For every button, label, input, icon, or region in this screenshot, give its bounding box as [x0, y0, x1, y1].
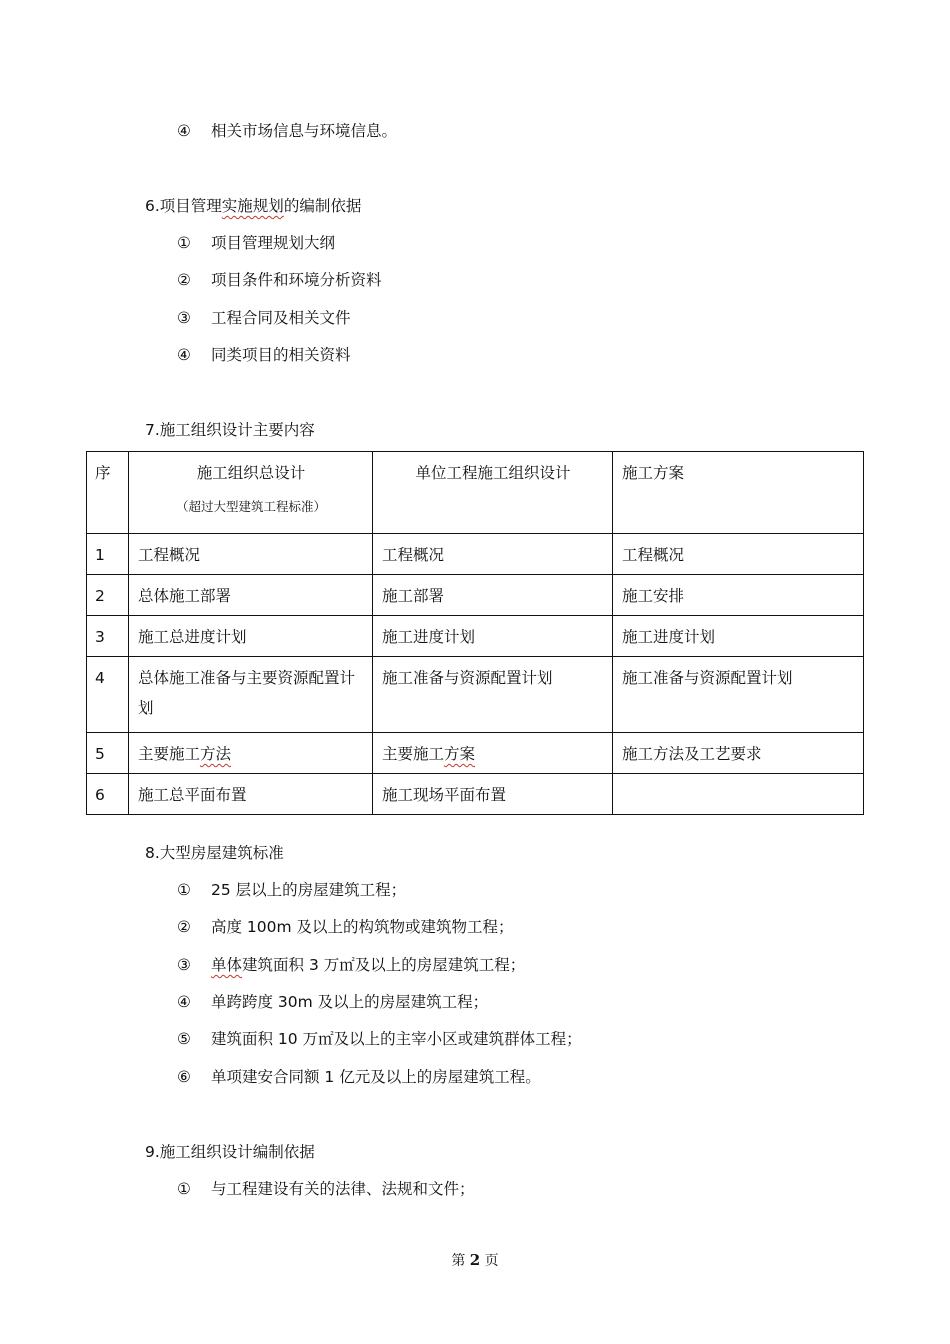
- item-number: ①: [177, 234, 191, 252]
- item-number: ⑥: [177, 1068, 191, 1086]
- item-number: ④: [177, 346, 191, 364]
- table-cell: 工程概况: [129, 534, 373, 575]
- list-item: [177, 120, 397, 142]
- table-cell: 6: [87, 774, 129, 815]
- list-item: [177, 1028, 582, 1050]
- table-cell: 施工现场平面布置: [373, 774, 613, 815]
- item-text: 相关市场信息与环境信息。: [211, 122, 398, 140]
- item-text: 单跨跨度 30m 及以上的房屋建筑工程；: [211, 993, 489, 1011]
- item-number: ③: [177, 956, 191, 974]
- item-text: 项目管理规划大纲: [211, 234, 336, 252]
- cell-text: 主要施工: [138, 745, 201, 763]
- table-header-row: [87, 452, 864, 534]
- list-item: [177, 916, 514, 938]
- header-cell-text: 施工组织总设计: [196, 464, 306, 482]
- header-cell: 施工方案: [613, 452, 864, 534]
- item-number: ④: [177, 993, 191, 1011]
- section-9-heading: 9.施工组织设计编制依据: [145, 1143, 315, 1161]
- item-text: 工程合同及相关文件: [211, 309, 351, 327]
- table-cell: 工程概况: [373, 534, 613, 575]
- page-footer: [0, 1250, 950, 1270]
- table-cell: [613, 774, 864, 815]
- table-cell: 施工准备与资源配置计划: [373, 657, 613, 733]
- table-cell: 5: [87, 733, 129, 774]
- item-text: 高度 100m 及以上的构筑物或建筑物工程；: [211, 918, 514, 936]
- item-text: 25 层以上的房屋建筑工程；: [211, 881, 407, 899]
- table-row: [87, 534, 864, 575]
- item-text: 与工程建设有关的法律、法规和文件；: [211, 1180, 475, 1198]
- table-cell: 4: [87, 657, 129, 733]
- list-item: [177, 1066, 541, 1088]
- footer-prefix: 第: [451, 1253, 466, 1269]
- list-item: [177, 1178, 475, 1200]
- list-item: [177, 991, 488, 1013]
- list-item: [177, 307, 351, 329]
- item-text: 建筑面积 10 万㎡及以上的主宰小区或建筑群体工程；: [211, 1030, 582, 1048]
- item-number: ①: [177, 881, 191, 899]
- table-cell: 总体施工部署: [129, 575, 373, 616]
- table-cell: 施工方法及工艺要求: [613, 733, 864, 774]
- section-8-heading: 8.大型房屋建筑标准: [145, 844, 284, 862]
- heading-text: 6.项目管理: [145, 197, 222, 215]
- list-item: [177, 269, 382, 291]
- heading-marked-text: 实施规划: [221, 197, 284, 215]
- list-item: [177, 232, 335, 254]
- header-cell: 单位工程施工组织设计: [373, 452, 613, 534]
- footer-suffix: 页: [484, 1253, 499, 1269]
- table-row: [87, 733, 864, 774]
- item-text: 建筑面积 3 万㎡及以上的房屋建筑工程；: [242, 956, 526, 974]
- table-cell: 1: [87, 534, 129, 575]
- table-row: [87, 657, 864, 733]
- table-cell: 2: [87, 575, 129, 616]
- cell-marked-text: 方法: [200, 745, 232, 763]
- table-cell: 施工进度计划: [373, 616, 613, 657]
- table-row: [87, 616, 864, 657]
- section-7-heading: 7.施工组织设计主要内容: [145, 421, 315, 439]
- item-text: 项目条件和环境分析资料: [211, 271, 382, 289]
- item-text: 同类项目的相关资料: [211, 346, 351, 364]
- item-number: ④: [177, 122, 191, 140]
- item-marked-text: 单体: [211, 956, 243, 974]
- table-cell: [129, 733, 373, 774]
- page-number: 2: [469, 1251, 481, 1269]
- table-cell: [373, 733, 613, 774]
- table-cell: 施工总平面布置: [129, 774, 373, 815]
- table-cell: 工程概况: [613, 534, 864, 575]
- table-cell: 施工总进度计划: [129, 616, 373, 657]
- header-cell: 序: [87, 452, 129, 534]
- item-number: ①: [177, 1180, 191, 1198]
- table-row: [87, 575, 864, 616]
- item-text: 单项建安合同额 1 亿元及以上的房屋建筑工程。: [211, 1068, 541, 1086]
- header-subtitle: （超过大型建筑工程标准）: [175, 499, 326, 514]
- cell-text: 主要施工: [382, 745, 445, 763]
- list-item: [177, 954, 525, 976]
- table-cell: 施工准备与资源配置计划: [613, 657, 864, 733]
- content-table: [86, 451, 864, 815]
- table-cell: 施工部署: [373, 575, 613, 616]
- table-row: [87, 774, 864, 815]
- heading-text: 的编制依据: [283, 197, 362, 215]
- section-6-heading: [145, 195, 361, 217]
- item-number: ③: [177, 309, 191, 327]
- table-cell: 3: [87, 616, 129, 657]
- header-cell: [129, 452, 373, 534]
- table-cell: 施工安排: [613, 575, 864, 616]
- table-cell: 总体施工准备与主要资源配置计划: [129, 657, 373, 733]
- cell-marked-text: 方案: [444, 745, 476, 763]
- item-number: ②: [177, 271, 191, 289]
- item-number: ⑤: [177, 1030, 191, 1048]
- table-cell: 施工进度计划: [613, 616, 864, 657]
- list-item: [177, 879, 406, 901]
- list-item: [177, 344, 351, 366]
- item-number: ②: [177, 918, 191, 936]
